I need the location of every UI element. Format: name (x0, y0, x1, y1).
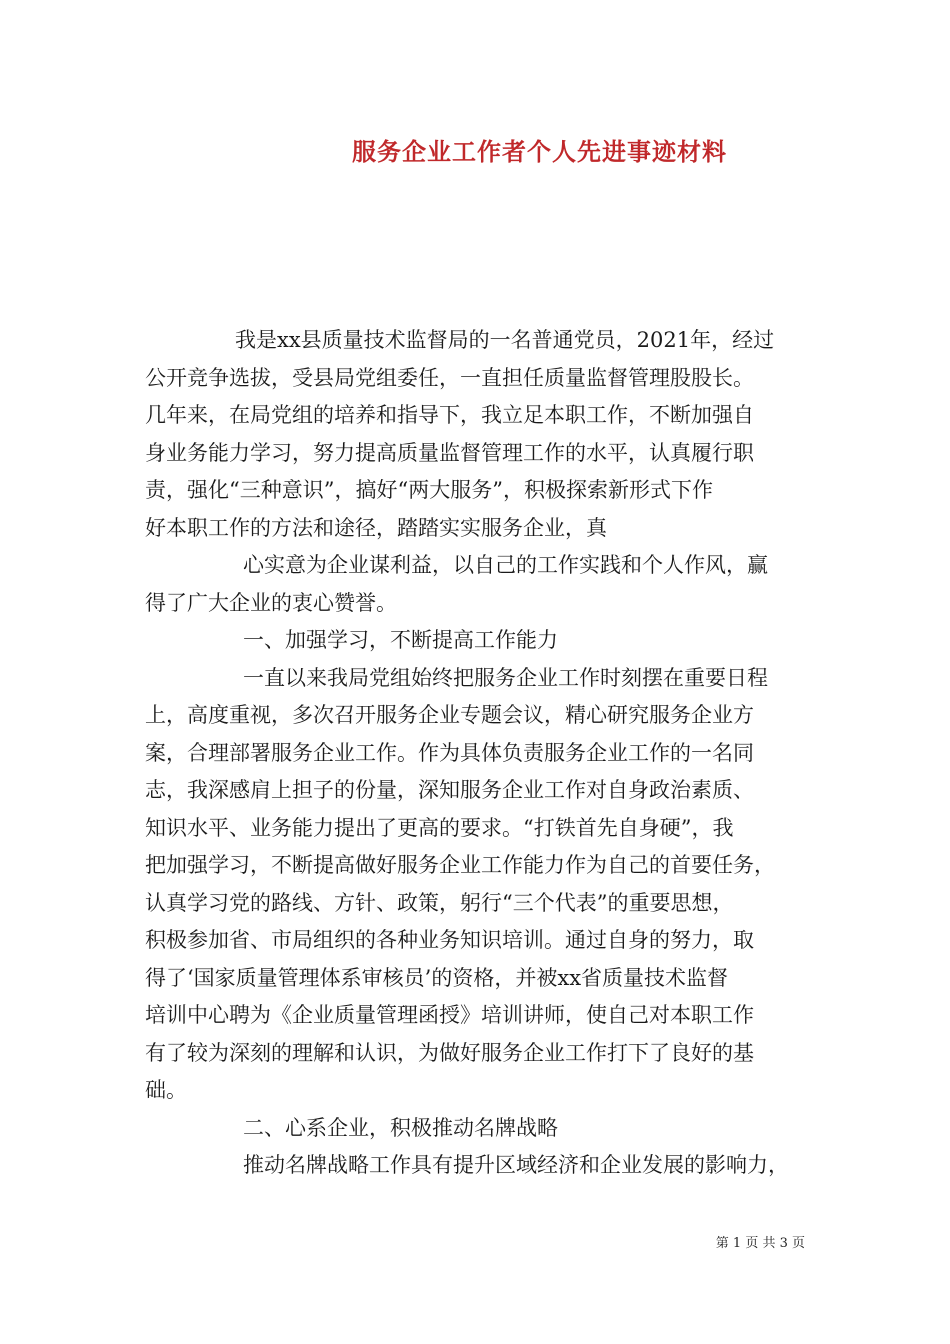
text-line: 案，合理部署服务企业工作。作为具体负责服务企业工作的一名同 (145, 740, 754, 765)
text-line: 几年来，在局党组的培养和指导下，我立足本职工作，不断加强自 (145, 403, 754, 427)
text-line: 上，高度重视，多次召开服务企业专题会议，精心研究服务企业方 (145, 703, 754, 727)
document-body (145, 322, 815, 1185)
text-line: 础。 (145, 1078, 187, 1102)
text-line: 责，强化“三种意识”，搞好“两大服务”，积极探索新形式下作 (145, 478, 713, 502)
section-heading: 二、心系企业，积极推动名牌战略 (243, 1115, 558, 1140)
text-line: 我是xx县质量技术监督局的一名普通党员，2021年，经过 (235, 328, 775, 352)
text-line: 有了较为深刻的理解和认识，为做好服务企业工作打下了良好的基 (145, 1040, 754, 1065)
text-line: 推动名牌战略工作具有提升区域经济和企业发展的影响力， (243, 1153, 789, 1177)
text-line: 公开竞争选拔，受县局党组委任，一直担任质量监督管理股股长。 (145, 365, 754, 390)
document-title: 服务企业工作者个人先进事迹材料 (352, 137, 727, 166)
section-heading: 一、加强学习，不断提高工作能力 (243, 628, 558, 652)
text-line: 培训中心聘为《企业质量管理函授》培训讲师，使自己对本职工作 (145, 1003, 754, 1027)
text-line: 知识水平、业务能力提出了更高的要求。“打铁首先自身硬”，我 (145, 815, 734, 840)
text-line: 一直以来我局党组始终把服务企业工作时刻摆在重要日程 (243, 665, 768, 690)
text-line: 好本职工作的方法和途径，踏踏实实服务企业，真 (145, 515, 607, 540)
text-line: 积极参加省、市局组织的各种业务知识培训。通过自身的努力，取 (145, 928, 754, 952)
text-line: 得了‘国家质量管理体系审核员’的资格，并被xx省质量技术监督 (145, 965, 729, 990)
text-line: 把加强学习，不断提高做好服务企业工作能力作为自己的首要任务， (145, 853, 775, 877)
text-line: 志，我深感肩上担子的份量，深知服务企业工作对自身政治素质、 (145, 778, 754, 802)
text-line: 心实意为企业谋利益，以自己的工作实践和个人作风，赢 (243, 553, 768, 577)
text-line: 认真学习党的路线、方针、政策，躬行“三个代表”的重要思想， (145, 890, 734, 915)
text-line: 得了广大企业的衷心赞誉。 (145, 590, 397, 615)
page-footer: 第 1 页 共 3 页 (715, 1236, 805, 1251)
text-line: 身业务能力学习，努力提高质量监督管理工作的水平，认真履行职 (145, 440, 754, 465)
